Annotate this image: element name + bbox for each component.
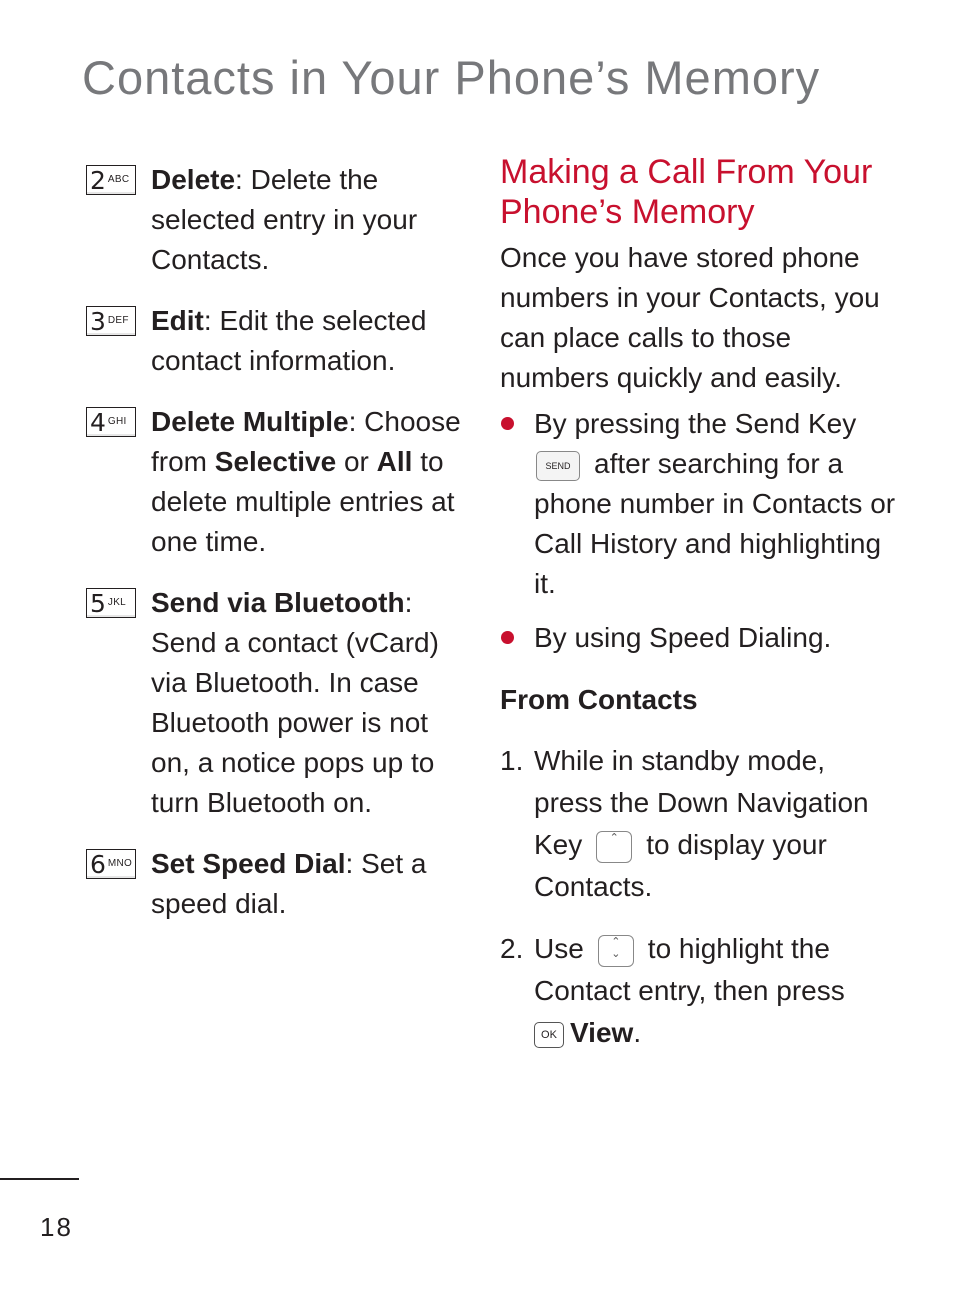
step-text: While in standby mode, press the Down Navigation Key <box>534 745 869 860</box>
option-choice-all: All <box>376 446 413 477</box>
option-delete <box>86 160 466 280</box>
bullet-dot-icon <box>501 631 514 644</box>
view-action: View <box>570 1017 634 1048</box>
section-intro: Once you have stored phone numbers in your Contacts, you can place calls to those numbers quickly and easily. <box>500 242 880 393</box>
key-number: 3 <box>90 306 106 336</box>
step-text: Use <box>534 933 584 964</box>
key-number: 5 <box>90 588 106 618</box>
option-text: : Choose from <box>151 406 461 477</box>
option-label: Delete <box>151 164 236 195</box>
step-1 <box>500 740 900 908</box>
section-heading: Making a Call From Your Phone’s Memory <box>500 153 873 231</box>
option-text: : Delete the selected entry in your Contacts. <box>151 164 418 275</box>
key-2-icon <box>86 165 136 195</box>
down-nav-key-icon: ⌃ <box>596 831 632 863</box>
key-number: 2 <box>90 165 106 195</box>
option-label: Send via Bluetooth <box>151 587 405 618</box>
option-text: : Edit the selected contact information. <box>151 305 427 376</box>
key-4-icon <box>86 407 136 437</box>
option-edit <box>86 301 466 381</box>
key-letters: MNO <box>107 858 133 869</box>
send-key-icon: SEND <box>536 451 580 481</box>
subheading-from-contacts: From Contacts <box>500 684 698 715</box>
page-title: Contacts in Your Phone’s Memory <box>82 51 821 104</box>
option-text: : Set a speed dial. <box>151 848 427 919</box>
option-label: Edit <box>151 305 204 336</box>
key-3-icon <box>86 306 136 336</box>
bullet-send-key <box>500 404 900 604</box>
key-letters: ABC <box>107 174 130 185</box>
option-text-tail: to delete multiple entries at one time. <box>151 446 455 557</box>
key-letters: GHI <box>107 416 127 427</box>
footer-rule <box>0 1178 79 1180</box>
option-text: : Send a contact (vCard) via Bluetooth. In case Bluetooth power is not on, a notice pops up to turn Bluetooth on. <box>151 587 439 818</box>
key-6-icon <box>86 849 136 879</box>
step-number: 2. <box>500 933 524 964</box>
step-2 <box>500 928 900 1054</box>
step-end: . <box>633 1017 642 1048</box>
bullet-text: By using Speed Dialing. <box>534 622 832 653</box>
key-5-icon <box>86 588 136 618</box>
key-letters: DEF <box>107 315 129 326</box>
step-text-after: to display your Contacts. <box>534 829 827 902</box>
page-number: 18 <box>40 1212 73 1242</box>
option-send-bluetooth <box>86 583 466 823</box>
step-number: 1. <box>500 745 524 776</box>
bullet-text: By pressing the Send Key <box>534 408 857 439</box>
options-list <box>86 160 466 931</box>
key-letters: JKL <box>107 597 127 608</box>
option-text-mid: or <box>336 446 377 477</box>
making-call-section <box>500 152 900 1054</box>
option-set-speed-dial <box>86 844 466 924</box>
option-delete-multiple <box>86 402 466 562</box>
bullet-text-after: after searching for a phone number in Contacts or Call History and highlighting it. <box>534 448 896 599</box>
option-label: Set Speed Dial <box>151 848 346 879</box>
step-text-after: to highlight the Contact entry, then press <box>534 933 845 1006</box>
key-number: 6 <box>90 849 106 879</box>
bullet-speed-dial <box>500 618 900 658</box>
option-choice-selective: Selective <box>214 446 337 477</box>
bullet-dot-icon <box>501 417 514 430</box>
option-label: Delete Multiple <box>151 406 349 437</box>
up-down-nav-key-icon: ⌃ ⌄ <box>598 935 634 967</box>
key-number: 4 <box>90 407 106 437</box>
ok-key-icon: OK <box>534 1022 564 1048</box>
